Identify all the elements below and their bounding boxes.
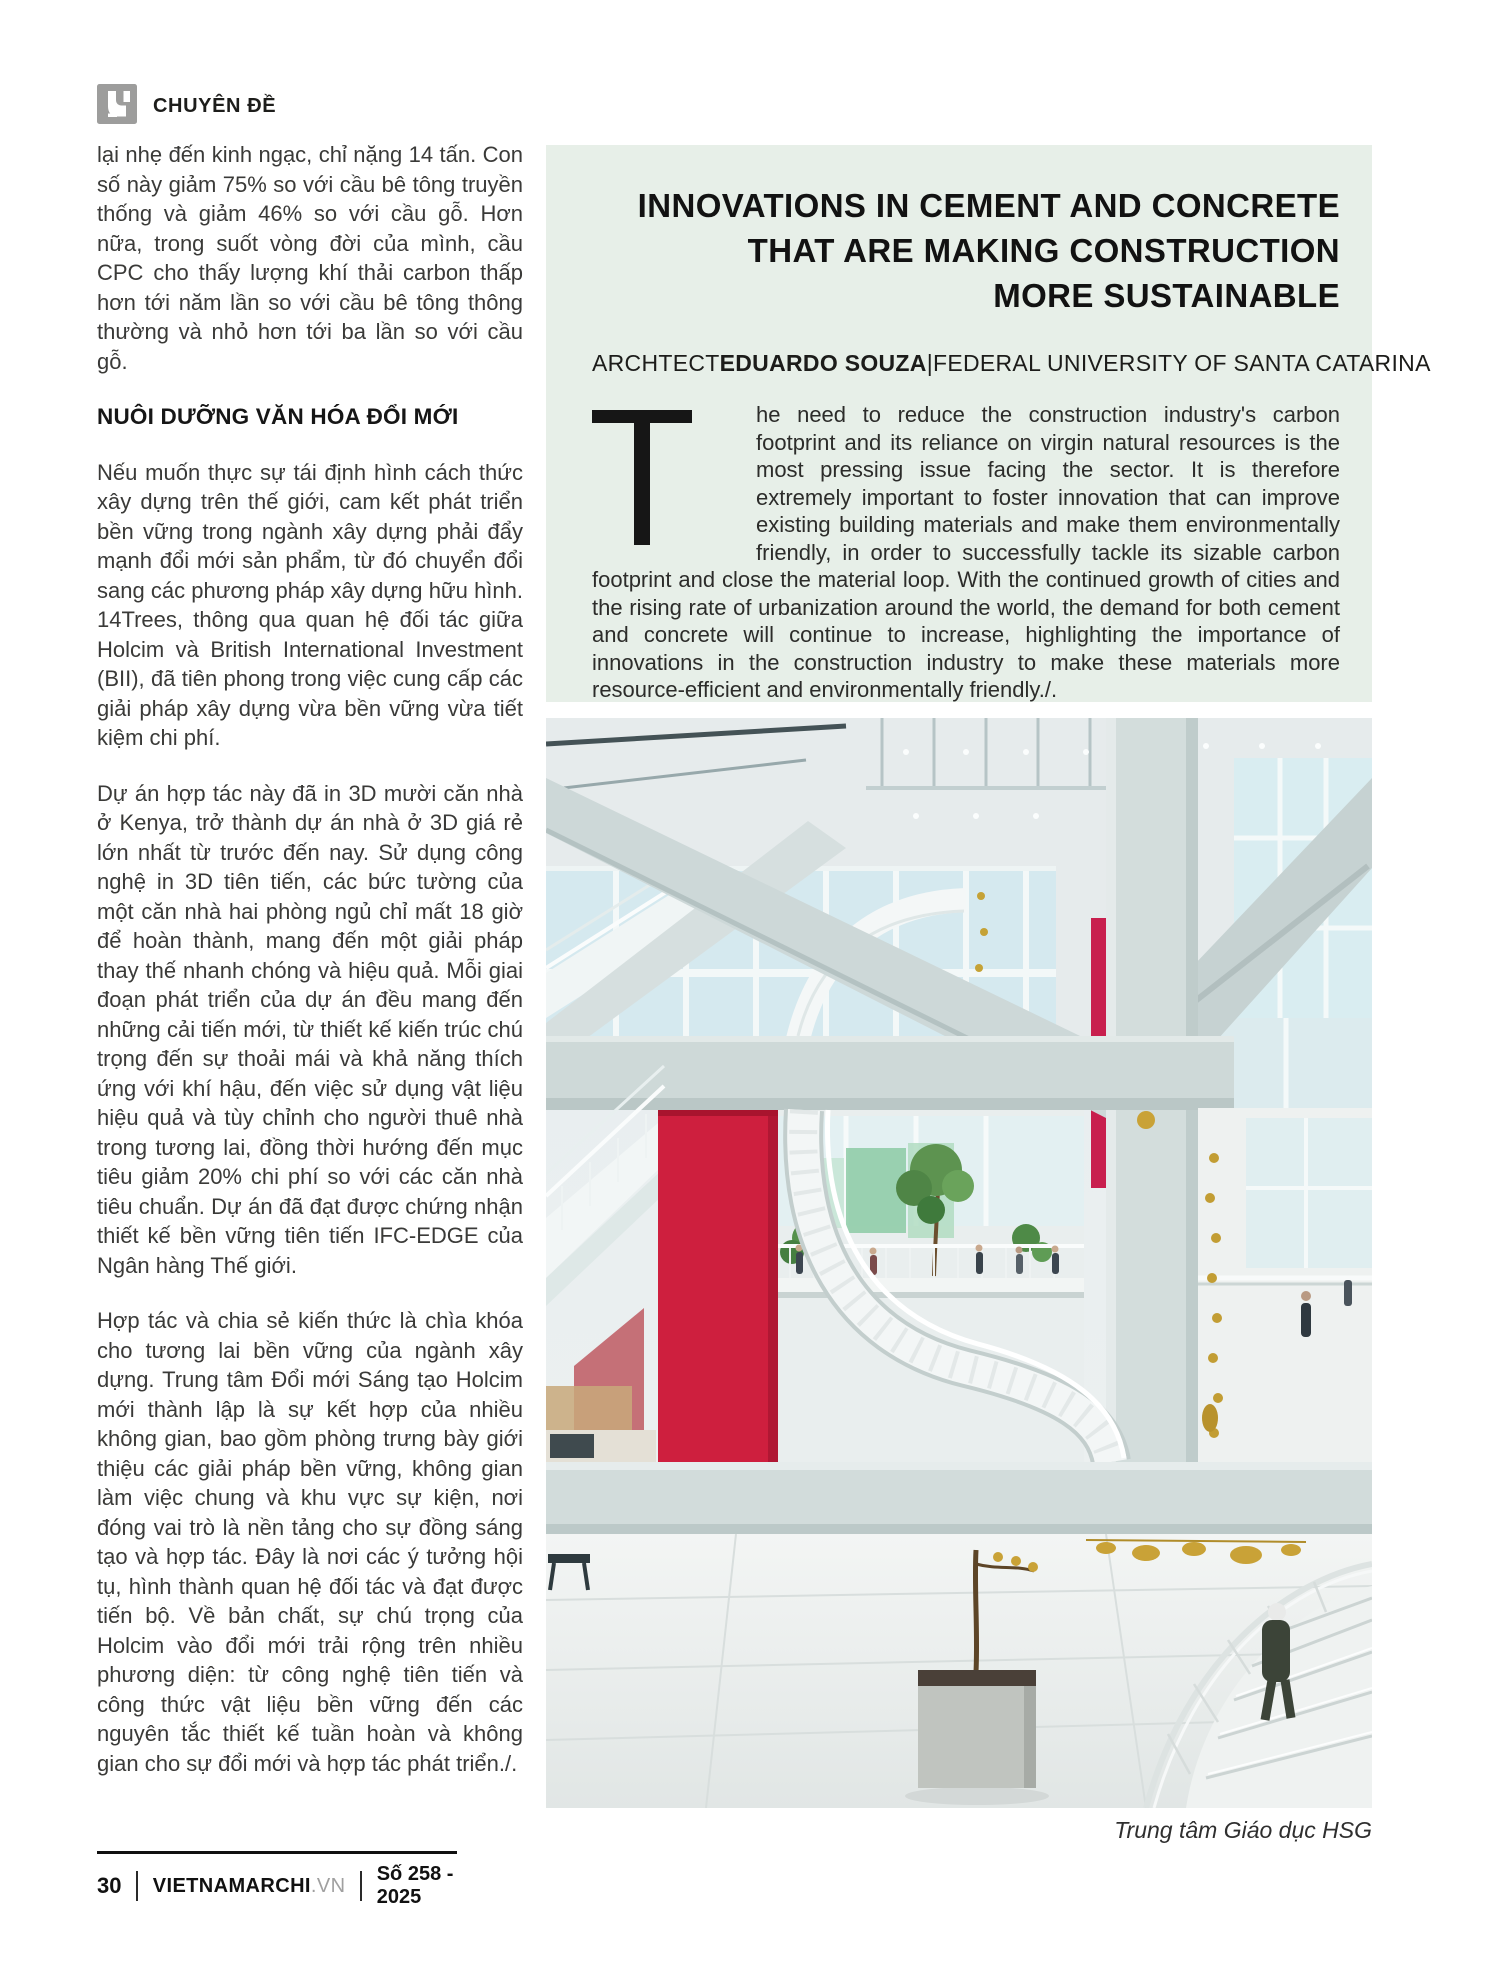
byline-author: EDUARDO SOUZA [719,350,927,376]
article-body-text: he need to reduce the construction industry's carbon footprint and its reliance on virgin natural resources is the most pressing issue facing the sector. It is therefore extremely important to foster innovation that can improve existing building materials and make them environmentally friendly, in order to successfully tackle its sizable carbon footprint and close the material loop. With the continued growth of cities and the rising rate of urbanization around the world, the demand for both cement and concrete will continue to increase, highlighting the importance of innovations in the construction industry to make these materials more resource-efficient and environmentally friendly./. [592,402,1340,702]
vietnamarchi-logo-icon [97,84,137,124]
byline [592,350,1431,377]
byline-role: ARCHTECT [592,350,720,376]
paragraph: Hợp tác và chia sẻ kiến thức là chìa khóa cho tương lai bền vững của ngành xây dựng. Trung tâm Đổi mới Sáng tạo Holcim mới thành lập là sự kết hợp của nhiều không gian, bao gồm phòng trưng bày giới thiệu các giải pháp bền vững, không gian làm việc chung và khu vực sự kiện, nơi đóng vai trò là nền tảng cho sự đồng sáng tạo và hợp tác. Đây là nơi các ý tưởng hội tụ, hình thành quan hệ đối tác và đạt được tiến bộ. Về bản chất, sự chú trọng của Holcim vào đổi mới trải rộng trên nhiều phương diện: từ công nghệ tiên tiến và công thức vật liệu bền vững đến các nguyên tắc thiết kế tuần hoàn và không gian cho sự đổi mới và hợp tác phát triển./. [97,1308,523,1776]
photo-caption: Trung tâm Giáo dục HSG [1114,1817,1372,1843]
page-number: 30 [97,1873,122,1898]
brand-main: VIETNAMARCHI [152,1874,311,1897]
issue-number: Số 258 - 2025 [376,1863,454,1908]
brand-suffix: .VN [310,1874,346,1897]
footer-divider [360,1871,361,1901]
title-line: THAT ARE MAKING CONSTRUCTION [747,232,1340,269]
hsg-center-photo [546,718,1372,1808]
page-header [97,84,276,124]
byline-separator: | [926,350,933,376]
byline-affiliation: FEDERAL UNIVERSITY OF SANTA CATARINA [932,350,1431,376]
section-label: CHUYÊN ĐỀ [153,94,277,117]
paragraph: Dự án hợp tác này đã in 3D mười căn nhà ở Kenya, trở thành dự án nhà ở 3D giá rẻ lớn nhất từ trước đến nay. Sử dụng công nghệ in 3D tiên tiến, các bức tường của một căn nhà hai phòng ngủ chỉ mất 18 giờ để hoàn thành, mang đến một giải pháp thay thế nhanh chóng và hiệu quả. Mỗi giai đoạn phát triển của dự án đều mang đến những cải tiến mới, từ thiết kế kiến trúc chú trọng đến sự thoải mái và khả năng thích ứng với khí hậu, đến việc sử dụng vật liệu hiệu quả và tùy chỉnh cho người thuê nhà trong tương lai, đồng thời hướng đến mục tiêu giảm 20% chi phí so với các căn nhà tiêu chuẩn. Dự án đã đạt được chứng nhận thiết kế bền vững tiên tiến IFC-EDGE của Ngân hàng Thế giới. [97,780,523,1278]
paragraph: Nếu muốn thực sự tái định hình cách thức xây dựng trên thế giới, cam kết phát triển bền vững trong ngành xây dựng phải đẩy mạnh đổi mới sản phẩm, từ đó chuyển đổi sang các phương pháp xây dựng hữu hình. 14Trees, thông qua quan hệ đối tác giữa Holcim và British International Investment (BII), đã tiên phong trong việc cung cấp các giải pháp xây dựng vừa bền vững vừa tiết kiệm chi phí. [97,459,523,750]
title-line: INNOVATIONS IN CEMENT AND CONCRETE [637,187,1340,224]
brand-name [153,1875,346,1898]
left-text-column [97,140,523,1845]
column-heading: NUÔI DƯỠNG VĂN HÓA ĐỔI MỚI [97,404,459,429]
footer-divider [136,1871,137,1901]
drop-cap-T [592,407,742,545]
article-title [592,183,1340,318]
paragraph: lại nhẹ đến kinh ngạc, chỉ nặng 14 tấn. Con số này giảm 75% so với cầu bê tông truyền thống và giảm 46% so với cầu gỗ. Hơn nữa, trong suốt vòng đời của mình, cầu CPC cho thấy lượng khí thải carbon thấp hơn tới năm lần so với cầu bê tông thông thường và nhỏ hơn tới ba lần so với cầu gỗ. [97,142,523,374]
page-footer [97,1851,457,1909]
article-title-box [546,145,1431,702]
article-body [592,401,1340,704]
title-line: MORE SUSTAINABLE [993,277,1340,314]
